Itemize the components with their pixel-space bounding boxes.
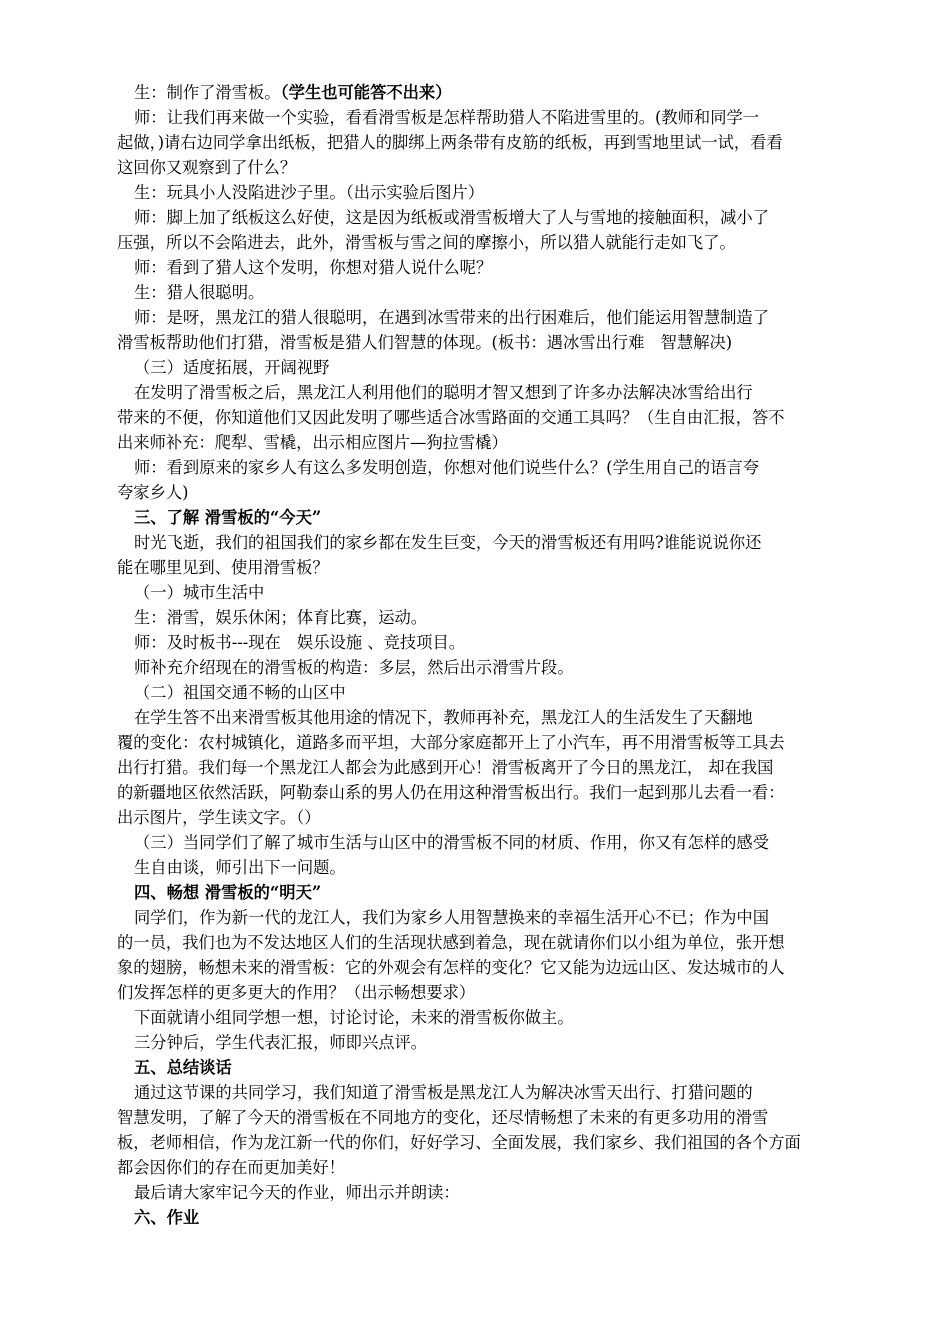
paragraph-line (117, 355, 840, 380)
paragraph-line (117, 1030, 840, 1055)
line-bold-note: （学生也可能答不出来） (280, 83, 452, 102)
line-text: 生：玩具小人没陷进沙子里。（出示实验后图片） (134, 183, 485, 202)
line-text: 师：是呀，黑龙江的猎人很聪明，在遇到冰雪带来的出行困难后，他们能运用智慧制造了 (134, 308, 769, 327)
paragraph-line (117, 280, 840, 305)
paragraph-line (117, 455, 840, 480)
line-text: 下面就请小组同学想一想，讨论讨论，未来的滑雪板你做主。 (134, 1008, 574, 1027)
line-text: 生：制作了滑雪板。 (134, 83, 281, 102)
line-text: 通过这节课的共同学习，我们知道了滑雪板是黑龙江人为解决冰雪天出行、打猎问题的 (134, 1083, 753, 1102)
paragraph-line (117, 905, 840, 930)
paragraph-line (117, 255, 840, 280)
paragraph-line (117, 430, 840, 455)
paragraph-line (117, 1105, 840, 1130)
paragraph-line (117, 780, 840, 805)
line-text: 师：脚上加了纸板这么好使，这是因为纸板或滑雪板增大了人与雪地的接触面积，减小了 (134, 208, 769, 227)
paragraph-line (117, 830, 840, 855)
line-text: 带来的不便，你知道他们又因此发明了哪些适合冰雪路面的交通工具吗？（生自由汇报，答不 (117, 408, 785, 427)
line-text: （一）城市生活中 (134, 583, 265, 602)
paragraph-line (117, 855, 840, 880)
line-text: 五、总结谈话 (134, 1058, 232, 1077)
line-text: 四、畅想 滑雪板的“明天” (134, 883, 322, 902)
line-text: 的新疆地区依然活跃，阿勒泰山系的男人仍在用这种滑雪板出行。我们一起到那儿去看一看： (117, 783, 785, 802)
paragraph-line (117, 680, 840, 705)
line-text: 起做，)请右边同学拿出纸板，把猎人的脚绑上两条带有皮筋的纸板，再到雪地里试一试，看看 (117, 133, 783, 152)
paragraph-line (117, 630, 840, 655)
section-heading (117, 1205, 840, 1230)
paragraph-line (117, 705, 840, 730)
line-text: 压强，所以不会陷进去，此外，滑雪板与雪之间的摩擦小，所以猎人就能行走如飞了。 (117, 233, 736, 252)
paragraph-line (117, 580, 840, 605)
paragraph-line (117, 155, 840, 180)
paragraph-line (117, 1005, 840, 1030)
line-text: 夸家乡人) (117, 483, 189, 502)
line-text: （二）祖国交通不畅的山区中 (134, 683, 346, 702)
line-text: 时光飞逝，我们的祖国我们的家乡都在发生巨变，今天的滑雪板还有用吗?谁能说说你还 (134, 533, 762, 552)
line-text: 六、作业 (134, 1208, 200, 1227)
line-text: 生：滑雪，娱乐休闲；体育比赛，运动。 (134, 608, 428, 627)
line-text: 同学们，作为新一代的龙江人，我们为家乡人用智慧换来的幸福生活开心不已；作为中国 (134, 908, 769, 927)
paragraph-line (117, 955, 840, 980)
paragraph-line (117, 805, 840, 830)
paragraph-line (117, 980, 840, 1005)
section-heading (117, 880, 840, 905)
paragraph-line (117, 480, 840, 505)
line-text: 三、了解 滑雪板的“今天” (134, 508, 322, 527)
line-text: 智慧发明，了解了今天的滑雪板在不同地方的变化，还尽情畅想了未来的有更多功用的滑雪 (117, 1108, 769, 1127)
line-text: 能在哪里见到、使用滑雪板？ (117, 558, 329, 577)
paragraph-line (117, 730, 840, 755)
line-text: 象的翅膀，畅想未来的滑雪板：它的外观会有怎样的变化？它又能为边远山区、发达城市的人 (117, 958, 785, 977)
paragraph-line (117, 230, 840, 255)
line-text: 在学生答不出来滑雪板其他用途的情况下，教师再补充，黑龙江人的生活发生了天翻地 (134, 708, 753, 727)
paragraph-line (117, 305, 840, 330)
paragraph-line (117, 130, 840, 155)
line-text: 三分钟后，学生代表汇报，师即兴点评。 (134, 1033, 428, 1052)
paragraph-line (117, 180, 840, 205)
line-text: 这回你又观察到了什么？ (117, 158, 297, 177)
line-text: 覆的变化：农村城镇化，道路多而平坦，大部分家庭都开上了小汽车，再不用滑雪板等工具去 (117, 733, 785, 752)
paragraph-line (117, 1155, 840, 1180)
line-text: 滑雪板帮助他们打猎，滑雪板是猎人们智慧的体现。(板书：遇冰雪出行难 智慧解决) (117, 333, 733, 352)
line-text: 在发明了滑雪板之后，黑龙江人利用他们的聪明才智又想到了许多办法解决冰雪给出行 (134, 383, 753, 402)
line-text: 师：看到了猎人这个发明，你想对猎人说什么呢？ (134, 258, 493, 277)
paragraph-line (117, 555, 840, 580)
line-text: 师：及时板书---现在 娱乐设施 、竞技项目。 (134, 633, 466, 652)
line-text: 生：猎人很聪明。 (134, 283, 265, 302)
paragraph-line (117, 605, 840, 630)
line-text: 出行打猎。我们每一个黑龙江人都会为此感到开心！滑雪板离开了今日的黑龙江， 却在我国 (117, 758, 774, 777)
paragraph-line (117, 1180, 840, 1205)
paragraph-line (117, 655, 840, 680)
line-text: 生自由谈，师引出下一问题。 (134, 858, 346, 877)
paragraph-line (117, 380, 840, 405)
paragraph-line (117, 1130, 840, 1155)
line-text: 的一员，我们也为不发达地区人们的生活现状感到着急，现在就请你们以小组为单位，张开想 (117, 933, 785, 952)
paragraph-line (117, 930, 840, 955)
paragraph-line (117, 330, 840, 355)
paragraph-line (117, 205, 840, 230)
line-text: （三）适度拓展，开阔视野 (134, 358, 330, 377)
line-text: 们发挥怎样的更多更大的作用？（出示畅想要求） (117, 983, 476, 1002)
paragraph-line (117, 755, 840, 780)
section-heading (117, 505, 840, 530)
paragraph-line (117, 530, 840, 555)
line-text: 都会因你们的存在而更加美好！ (117, 1158, 345, 1177)
line-text: 师：看到原来的家乡人有这么多发明创造，你想对他们说些什么？(学生用自己的语言夸 (134, 458, 760, 477)
line-text: 最后请大家牢记今天的作业，师出示并朗读： (134, 1183, 460, 1202)
line-text: 师：让我们再来做一个实验，看看滑雪板是怎样帮助猎人不陷进雪里的。(教师和同学一 (134, 108, 760, 127)
paragraph-line (117, 80, 840, 105)
line-text: 板，老师相信，作为龙江新一代的你们，好好学习、全面发展，我们家乡、我们祖国的各个方面 (117, 1133, 801, 1152)
line-text: （三）当同学们了解了城市生活与山区中的滑雪板不同的材质、作用，你又有怎样的感受 (134, 833, 769, 852)
paragraph-line (117, 105, 840, 130)
paragraph-line (117, 405, 840, 430)
section-heading (117, 1055, 840, 1080)
paragraph-line (117, 1080, 840, 1105)
line-text: 出来师补充：爬犁、雪橇，出示相应图片—狗拉雪橇） (117, 433, 508, 452)
line-text: 师补充介绍现在的滑雪板的构造：多层，然后出示滑雪片段。 (134, 658, 574, 677)
line-text: 出示图片，学生读文字。（） (117, 808, 321, 827)
